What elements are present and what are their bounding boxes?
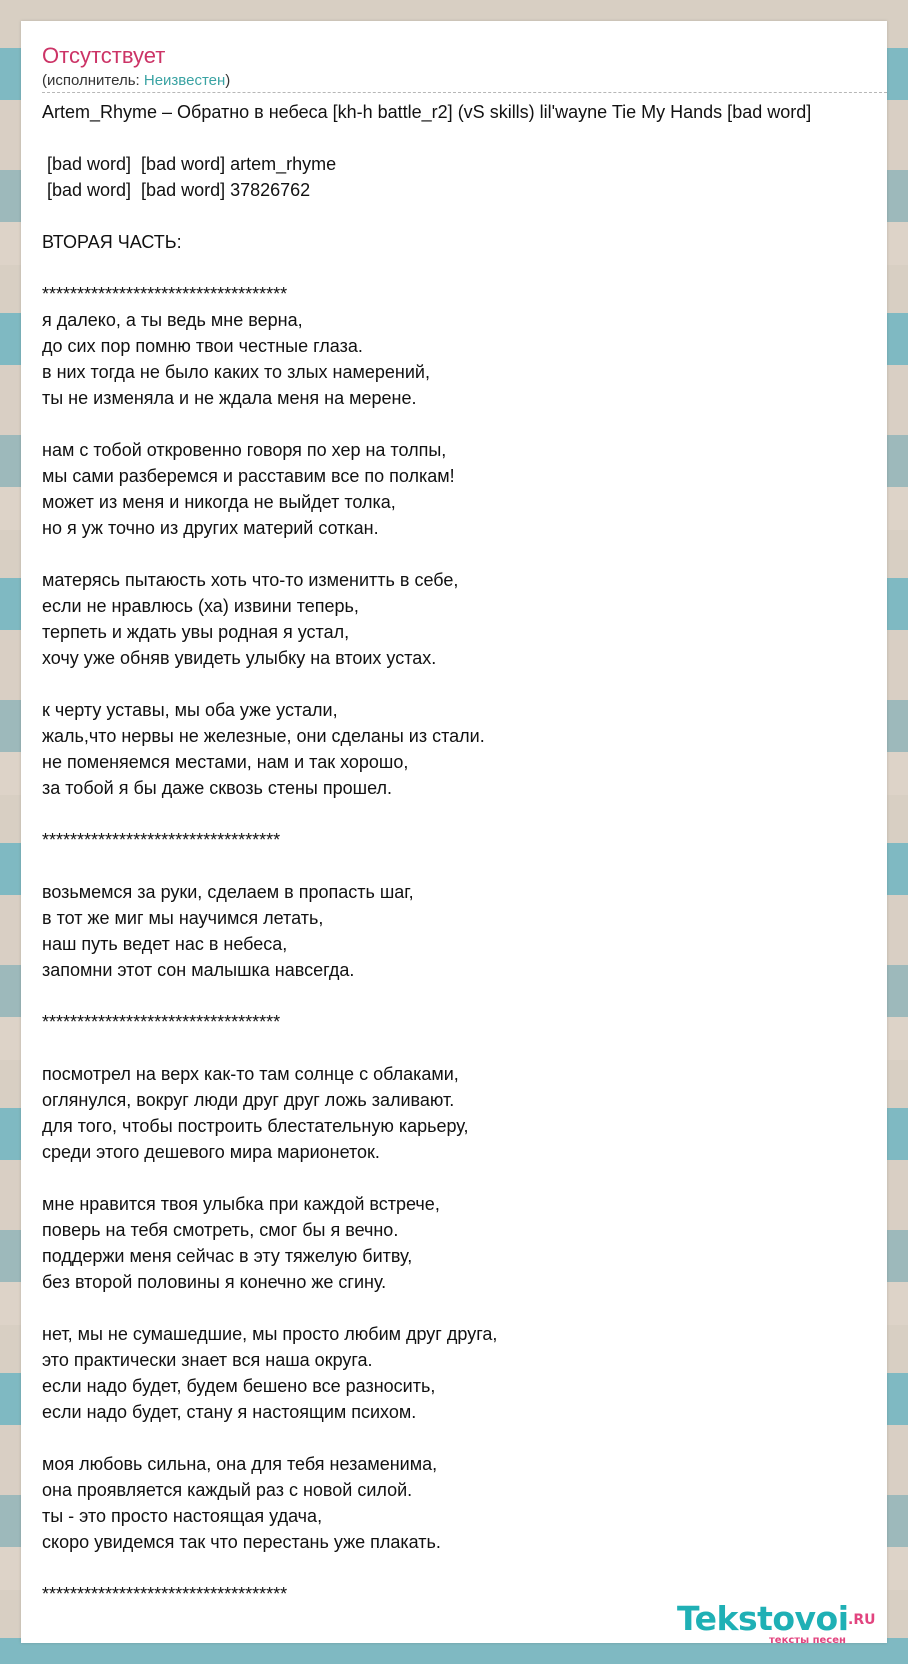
site-logo[interactable] (677, 1599, 877, 1643)
logo-tagline: тексты песен (769, 1635, 846, 1643)
artist-suffix: ) (225, 72, 231, 89)
logo-name: Tekstovoi (677, 1599, 849, 1638)
artist-prefix: (исполнитель: (42, 72, 144, 89)
song-title: Отсутствует (42, 43, 166, 68)
artist-line (42, 72, 230, 89)
logo-tld: .RU (848, 1612, 876, 1628)
lyrics-card (21, 21, 887, 1643)
lyrics-text: Artem_Rhyme – Обратно в небеса [kh-h battle_r2] (vS skills) lil'wayne Tie My Hands [bad word] [bad word] [bad word] artem_rhyme [bad word] [bad word] 37826762 ВТОРАЯ ЧАСТЬ: *********************************** я далеко, а ты ведь мне верна, до сих пор помню твои честные глаза. в них тогда не было каких то злых намерений, ты не изменяла и не ждала меня на мерене. нам с тобой откровенно говоря по хер на толпы, мы сами разберемся и расставим все по полкам! может из меня и никогда не выйдет толка, но я уж точно из других материй соткан. матерясь пытаюсть хоть что-то изменитть в себе, если не нравлюсь (ха) извини теперь, терпеть и ждать увы родная я устал, хочу уже обняв увидеть улыбку на втоих устах. к черту уставы, мы оба уже устали, жаль,что нервы не железные, они сделаны из стали. не поменяемся местами, нам и так хорошо, за тобой я бы даже сквозь стены прошел. ********************************** возьмемся за руки, сделаем в пропасть шаг, в тот же миг мы научимся летать, наш путь ведет нас в небеса, запомни этот сон малышка навсегда. ********************************** посмотрел на верх как-то там солнце с облаками, оглянулся, вокруг люди друг друг ложь заливают. для того, чтобы построить блестательную карьеру, среди этого дешевого мира марионеток. мне нравится твоя улыбка при каждой встрече, поверь на тебя смотреть, смог бы я вечно. поддержи меня сейчас в эту тяжелую битву, без второй половины я конечно же сгину. нет, мы не сумашедшие, мы просто любим друг друга, это практически знает вся наша округа. если надо будет, будем бешено все разносить, если надо будет, стану я настоящим психом. моя любовь сильна, она для тебя незаменима, она проявляется каждый раз с новой силой. ты - это просто настоящая удача, скоро увидемся так что перестань уже плакать. *********************************** (42, 102, 812, 1604)
artist-link[interactable]: Неизвестен (143, 72, 226, 89)
title-divider (42, 92, 887, 93)
